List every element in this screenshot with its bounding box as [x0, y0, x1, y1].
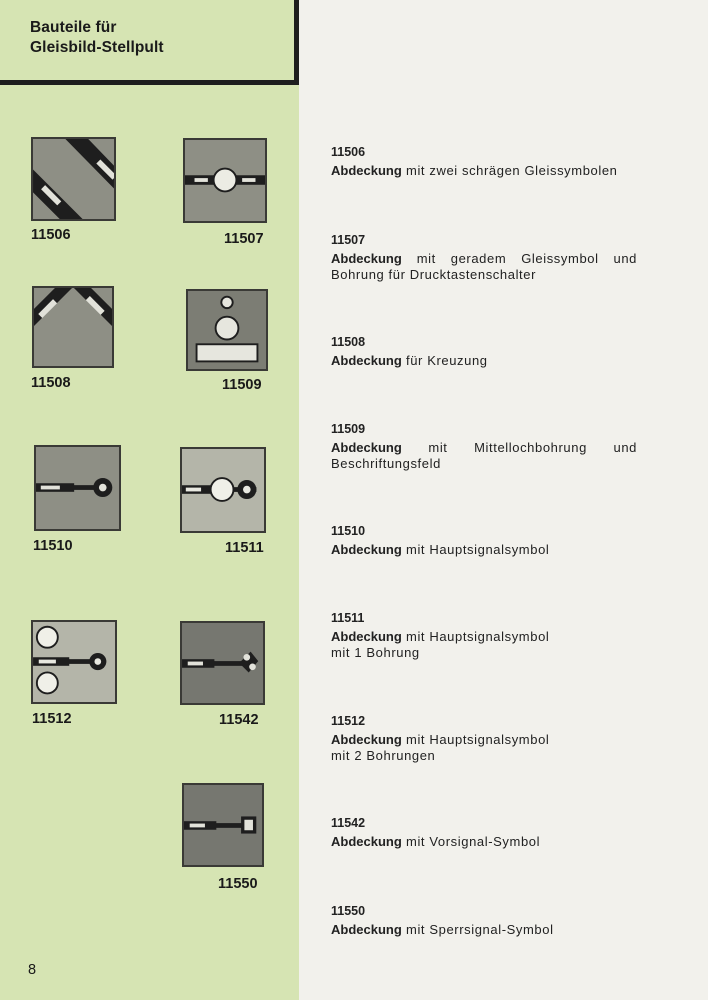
part-code: 11512 — [331, 714, 366, 728]
tile-code-11509: 11509 — [222, 377, 262, 393]
part-text: mit Hauptsignalsymbol mit 2 Bohrungen — [331, 732, 550, 763]
part-description-11512 — [331, 713, 571, 764]
part-text: mit Hauptsignalsymbol mit 1 Bohrung — [331, 629, 550, 660]
tile-image-11509 — [186, 289, 268, 371]
tile-code-11510: 11510 — [33, 538, 73, 554]
part-code: 11510 — [331, 524, 366, 538]
part-text: mit Sperrsignal-Symbol — [401, 922, 554, 937]
page-number: 8 — [28, 962, 37, 978]
part-keyword: Abdeckung — [331, 163, 402, 178]
part-description-11507 — [331, 232, 637, 283]
part-description-11508 — [331, 334, 637, 369]
tile-image-11506 — [31, 137, 116, 221]
part-description-11550 — [331, 903, 637, 938]
tile-code-11512: 11512 — [32, 711, 72, 727]
tile-image-11508 — [32, 286, 114, 368]
part-text: für Kreuzung — [401, 353, 488, 368]
tile-code-11542: 11542 — [219, 712, 259, 728]
part-code: 11509 — [331, 422, 366, 436]
tile-code-11506: 11506 — [31, 227, 71, 243]
part-text: mit Vorsignal-Symbol — [401, 834, 541, 849]
part-keyword: Abdeckung — [331, 732, 402, 747]
tile-code-11508: 11508 — [31, 375, 71, 391]
part-code: 11507 — [331, 233, 366, 247]
tile-code-11550: 11550 — [218, 876, 258, 892]
part-keyword: Abdeckung — [331, 440, 402, 455]
part-keyword: Abdeckung — [331, 629, 402, 644]
part-description-11542 — [331, 815, 637, 850]
part-code: 11508 — [331, 335, 366, 349]
part-keyword: Abdeckung — [331, 542, 402, 557]
part-keyword: Abdeckung — [331, 251, 402, 266]
part-description-11511 — [331, 610, 571, 661]
part-code: 11506 — [331, 145, 366, 159]
part-text: mit Hauptsignalsymbol — [401, 542, 550, 557]
part-text: mit zwei schrägen Gleissymbolen — [401, 163, 618, 178]
part-keyword: Abdeckung — [331, 922, 402, 937]
part-description-11506 — [331, 144, 637, 179]
part-keyword: Abdeckung — [331, 834, 402, 849]
part-code: 11542 — [331, 816, 366, 830]
page-title-line-2: Gleisbild-Stellpult — [30, 39, 164, 56]
page-title-line-1: Bauteile für — [30, 19, 117, 36]
part-keyword: Abdeckung — [331, 353, 402, 368]
part-code: 11511 — [331, 611, 365, 625]
part-text: mit geradem Gleissymbol und Bohrung für Drucktastenschalter — [331, 251, 637, 282]
tile-image-11542 — [180, 621, 265, 705]
tile-image-11511 — [180, 447, 266, 533]
part-description-11510 — [331, 523, 637, 558]
part-description-11509 — [331, 421, 637, 472]
tile-image-11510 — [34, 445, 121, 531]
part-code: 11550 — [331, 904, 366, 918]
tile-image-11512 — [31, 620, 117, 704]
tile-image-11507 — [183, 138, 267, 223]
tile-code-11511: 11511 — [225, 540, 264, 556]
part-text: mit Mittellochbohrung und Beschriftungsfeld — [331, 440, 637, 471]
title-box — [0, 0, 299, 85]
tile-image-11550 — [182, 783, 264, 867]
tile-code-11507: 11507 — [224, 231, 264, 247]
